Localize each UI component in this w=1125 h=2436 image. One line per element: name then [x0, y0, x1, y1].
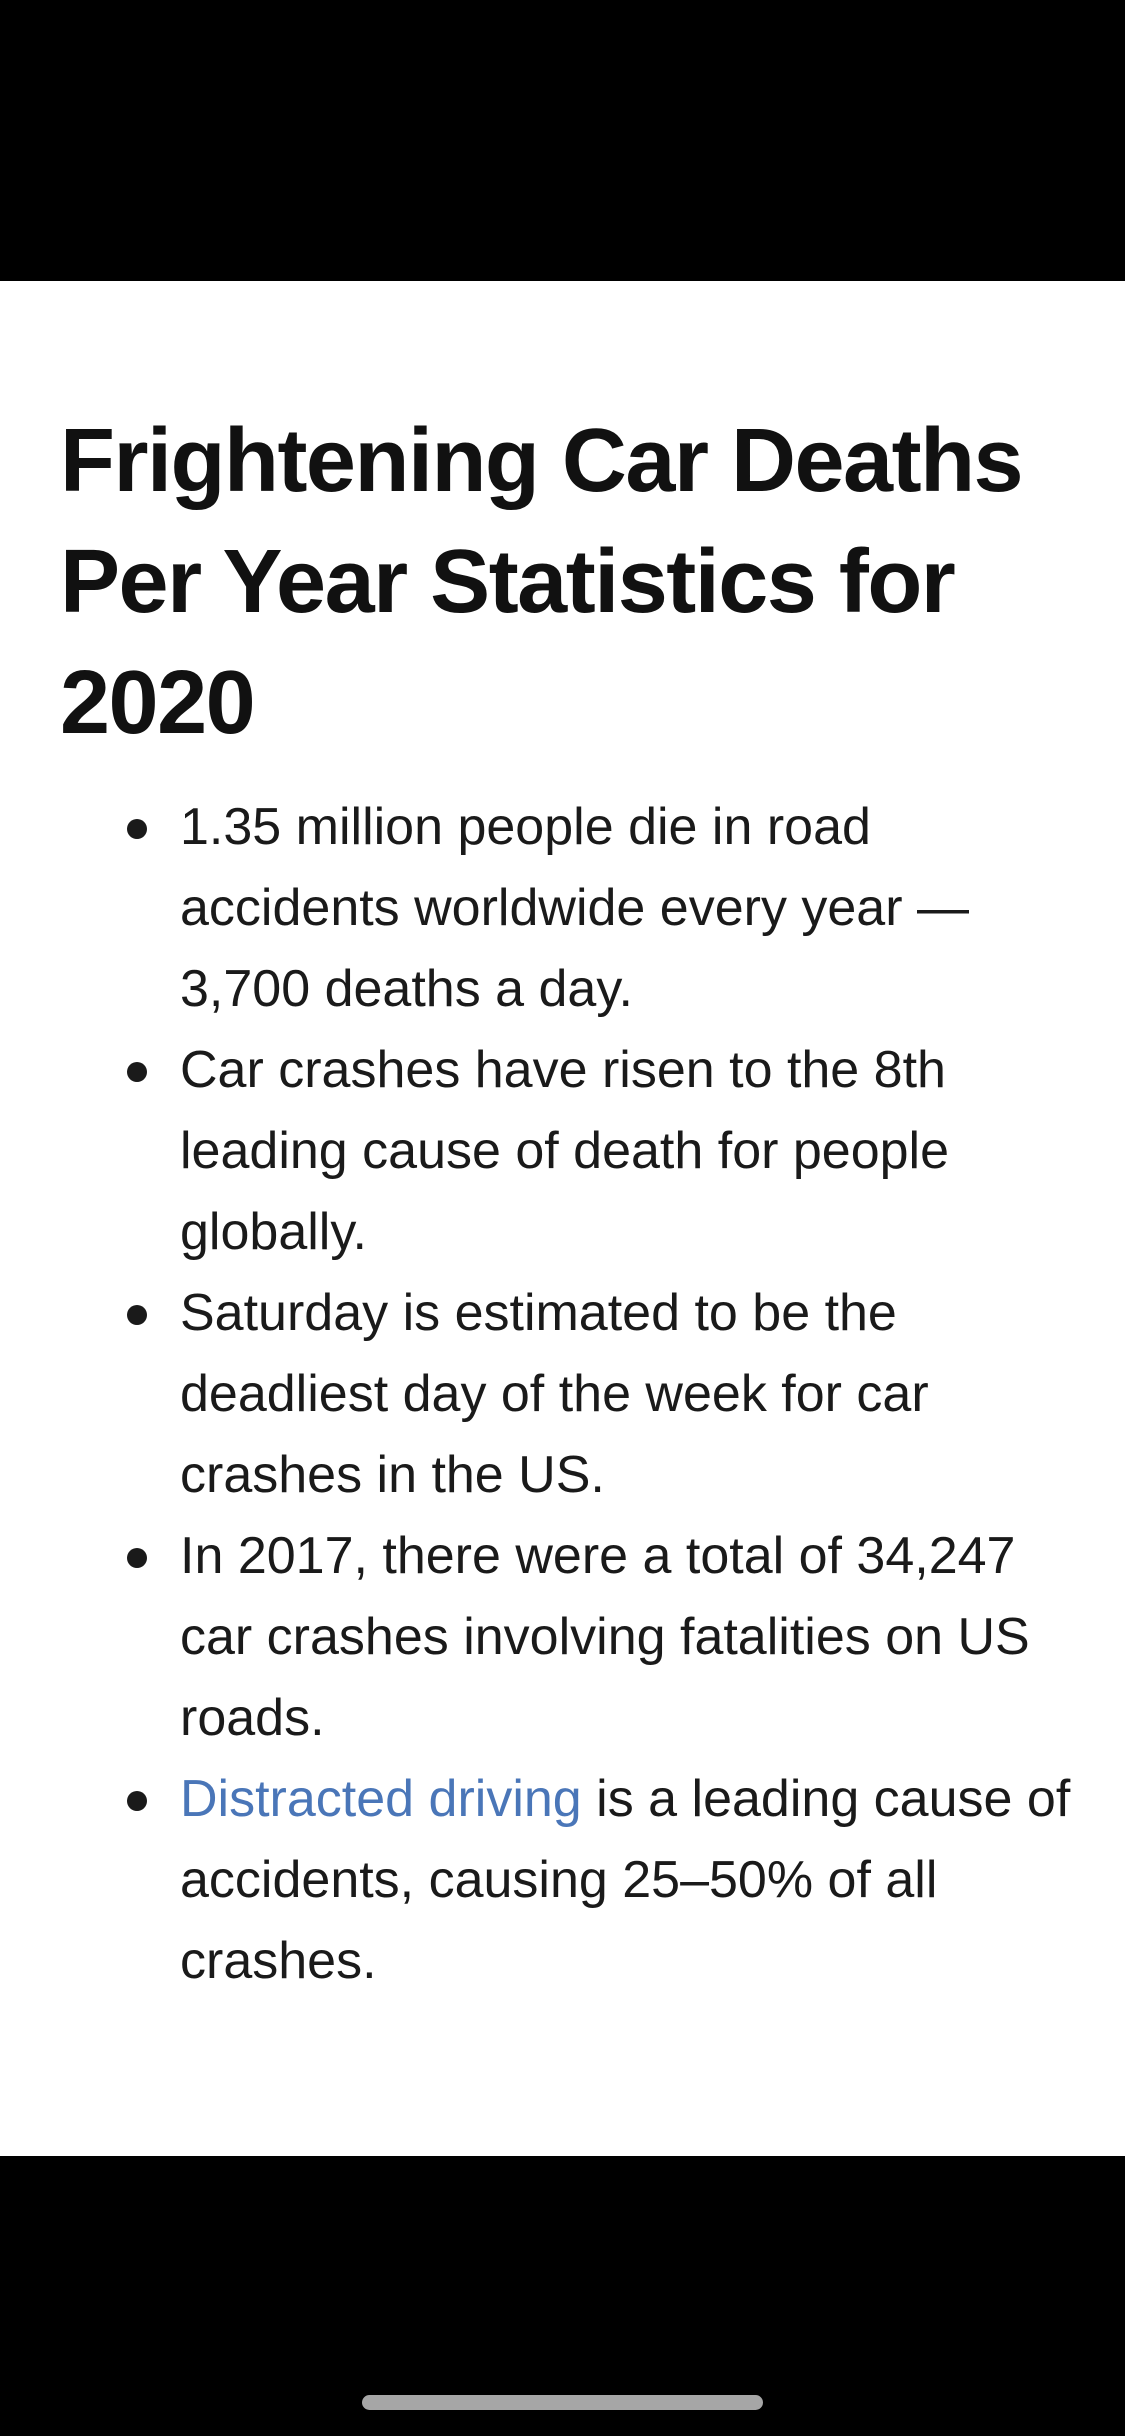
fact-item-2	[0, 1030, 1080, 1273]
fact-item-4	[0, 1516, 1080, 1759]
bullet-icon	[127, 1305, 147, 1325]
fact-text: In 2017, there were a total of 34,247 car crashes involving fatalities on US roads.	[180, 1527, 1030, 1747]
bullet-icon	[127, 1791, 147, 1811]
fact-item-1	[0, 787, 1080, 1030]
bullet-icon	[127, 1062, 147, 1082]
top-black-bar	[0, 0, 1125, 281]
bullet-icon	[127, 819, 147, 839]
home-indicator-bar[interactable]	[362, 2395, 763, 2410]
fact-text: 1.35 million people die in road accidents worldwide every year — 3,700 deaths a day.	[180, 798, 969, 1018]
fact-text: is a leading cause of accidents, causing 25–50% of all crashes.	[180, 1770, 1071, 1990]
fact-item-5	[0, 1759, 1080, 2002]
facts-list	[0, 787, 1125, 2002]
fact-text: Car crashes have risen to the 8th leading cause of death for people globally.	[180, 1041, 950, 1261]
fact-text: Saturday is estimated to be the deadliest day of the week for car crashes in the US.	[180, 1284, 929, 1504]
article-content	[0, 281, 1125, 2156]
article-title: Frightening Car Deaths Per Year Statistics for 2020	[60, 411, 1023, 753]
bullet-icon	[127, 1548, 147, 1568]
fact-item-3	[0, 1273, 1080, 1516]
bottom-black-bar	[0, 2156, 1125, 2436]
distracted-driving-link[interactable]: Distracted driving	[180, 1770, 582, 1828]
